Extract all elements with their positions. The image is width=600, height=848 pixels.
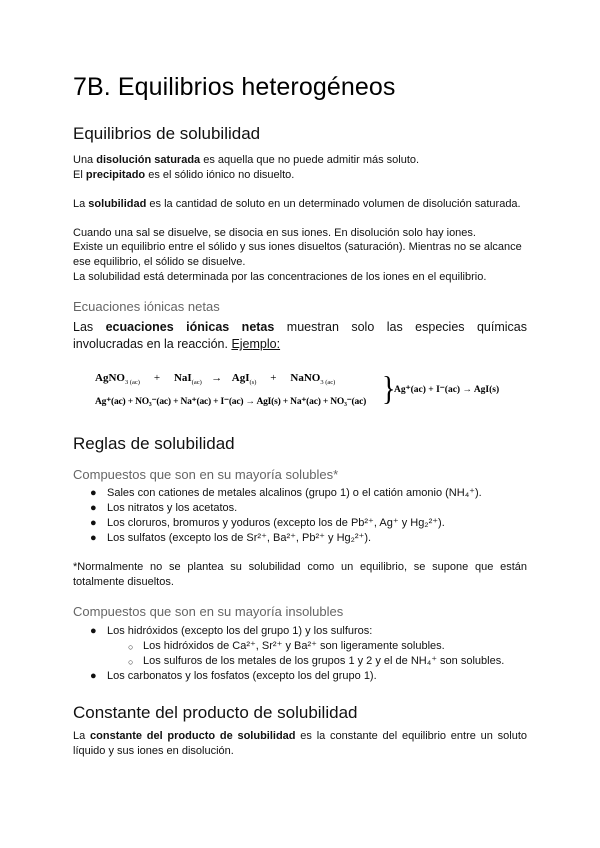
text: es el sólido iónico no disuelto. — [145, 169, 295, 181]
circle-bullet-icon: ○ — [128, 642, 134, 652]
example-link[interactable]: Ejemplo: — [231, 337, 281, 351]
list-item-text: Los nitratos y los acetatos. — [107, 502, 238, 514]
plus: + — [270, 372, 277, 384]
text: es la cantidad de soluto en un determinado volumen de disolución saturada. — [146, 198, 521, 210]
bullet-icon: ● — [90, 517, 97, 529]
soluble-list — [73, 486, 533, 546]
list-item-text: Los carbonatos y los fosfatos (excepto los del grupo 1). — [107, 670, 377, 682]
molecular-equation — [95, 372, 336, 387]
paragraph-precipitate — [73, 168, 294, 183]
insoluble-list — [73, 624, 533, 639]
page-title: 7B. Equilibrios heterogéneos — [73, 73, 396, 101]
list-item — [73, 654, 533, 669]
text: Una — [73, 154, 97, 166]
list-item — [73, 669, 533, 684]
bold-term: disolución saturada — [96, 154, 201, 166]
species: NaNO — [290, 372, 321, 384]
paragraph-concentrations: La solubilidad está determinada por las concentraciones de los iones en el equilibrio. — [73, 271, 487, 283]
species: NaI — [173, 372, 192, 384]
list-item-text: Sales con cationes de metales alcalinos (grupo 1) o el catión amonio (NH₄⁺). — [107, 487, 482, 499]
net-ionic-equation: Ag⁺(ac) + I⁻(ac) → AgI(s) — [394, 385, 500, 395]
paragraph-equilibrium: Existe un equilibrio entre el sólido y sus iones disueltos (saturación). Mientras no se alcance ese equilibrio, el sólido se disuelve. — [73, 241, 522, 268]
state: 3 (ac) — [320, 379, 336, 387]
section-heading-solubility-equilibria: Equilibrios de solubilidad — [73, 124, 261, 143]
text: muestran solo las especies químicas involucradas en la reacción. — [73, 320, 527, 351]
bold-term: precipitado — [85, 169, 146, 181]
text: El — [73, 169, 86, 181]
paragraph-dissociation: Cuando una sal se disuelve, se disocia en sus iones. En disolución solo hay iones. — [73, 227, 476, 239]
state: 3 (ac) — [124, 379, 140, 387]
list-item — [73, 486, 533, 501]
text: Las — [73, 320, 106, 334]
bullet-icon: ● — [90, 625, 97, 637]
section-heading-ksp: Constante del producto de solubilidad — [73, 703, 358, 722]
insoluble-list-continued — [73, 669, 533, 684]
ionic-equation: Ag⁺(ac) + NO₃⁻(ac) + Na⁺(ac) + I⁻(ac) → AgI(s) + Na⁺(ac) + NO₃⁻(ac) — [95, 397, 367, 407]
species: AgNO — [95, 372, 125, 384]
bullet-icon: ● — [90, 502, 97, 514]
paragraph-saturated-solution — [73, 153, 419, 168]
list-item — [73, 516, 533, 531]
list-item-text: Los sulfatos (excepto los de Sr²⁺, Ba²⁺, Pb²⁺ y Hg₂²⁺). — [107, 532, 372, 544]
list-item-text: Los cloruros, bromuros y yoduros (excepto los de Pb²⁺, Ag⁺ y Hg₂²⁺). — [107, 517, 445, 529]
list-item-text: Los hidróxidos de Ca²⁺, Sr²⁺ y Ba²⁺ son ligeramente solubles. — [143, 640, 445, 652]
circle-bullet-icon: ○ — [128, 657, 134, 667]
plus: + — [153, 372, 161, 384]
list-item — [73, 639, 533, 654]
list-item-text: Los hidróxidos (excepto los del grupo 1) y los sulfuros: — [107, 625, 373, 637]
paragraph-note: *Normalmente no se plantea su solubilidad como un equilibrio, se supone que están totalmente disueltos. — [73, 561, 527, 588]
species: AgI — [231, 372, 250, 384]
list-item — [73, 531, 533, 546]
bullet-icon: ● — [90, 670, 97, 682]
paragraph-solubility — [73, 197, 521, 212]
section-heading-solubility-rules: Reglas de solubilidad — [73, 434, 235, 453]
text: La — [73, 198, 89, 210]
bold-term: constante del producto de solubilidad — [90, 730, 296, 742]
text: es la constante del equilibrio entre un soluto líquido y sus iones en disolución. — [73, 730, 527, 757]
text: La — [73, 730, 91, 742]
bold-term: solubilidad — [88, 198, 147, 210]
subsection-heading-net-ionic: Ecuaciones iónicas netas — [73, 299, 220, 314]
bullet-icon: ● — [90, 532, 97, 544]
subsection-heading-soluble: Compuestos que son en su mayoría solubles* — [73, 467, 339, 482]
subsection-heading-insoluble: Compuestos que son en su mayoría insolubles — [73, 604, 344, 619]
bold-term: ecuaciones iónicas netas — [105, 320, 275, 334]
insoluble-sublist — [73, 639, 533, 669]
state: (s) — [249, 379, 257, 387]
paragraph-ksp — [73, 729, 527, 759]
list-item — [73, 624, 533, 639]
text: es aquella que no puede admitir más soluto. — [200, 154, 420, 166]
paragraph-net-ionic — [73, 319, 527, 353]
chemical-equation-image — [92, 368, 522, 418]
list-item-text: Los sulfuros de los metales de los grupos 1 y 2 y el de NH₄⁺ son solubles. — [143, 655, 505, 667]
bullet-icon: ● — [90, 487, 97, 499]
brace: } — [382, 370, 396, 408]
list-item — [73, 501, 533, 516]
state: (ac) — [191, 379, 202, 387]
arrow: → — [211, 372, 223, 384]
